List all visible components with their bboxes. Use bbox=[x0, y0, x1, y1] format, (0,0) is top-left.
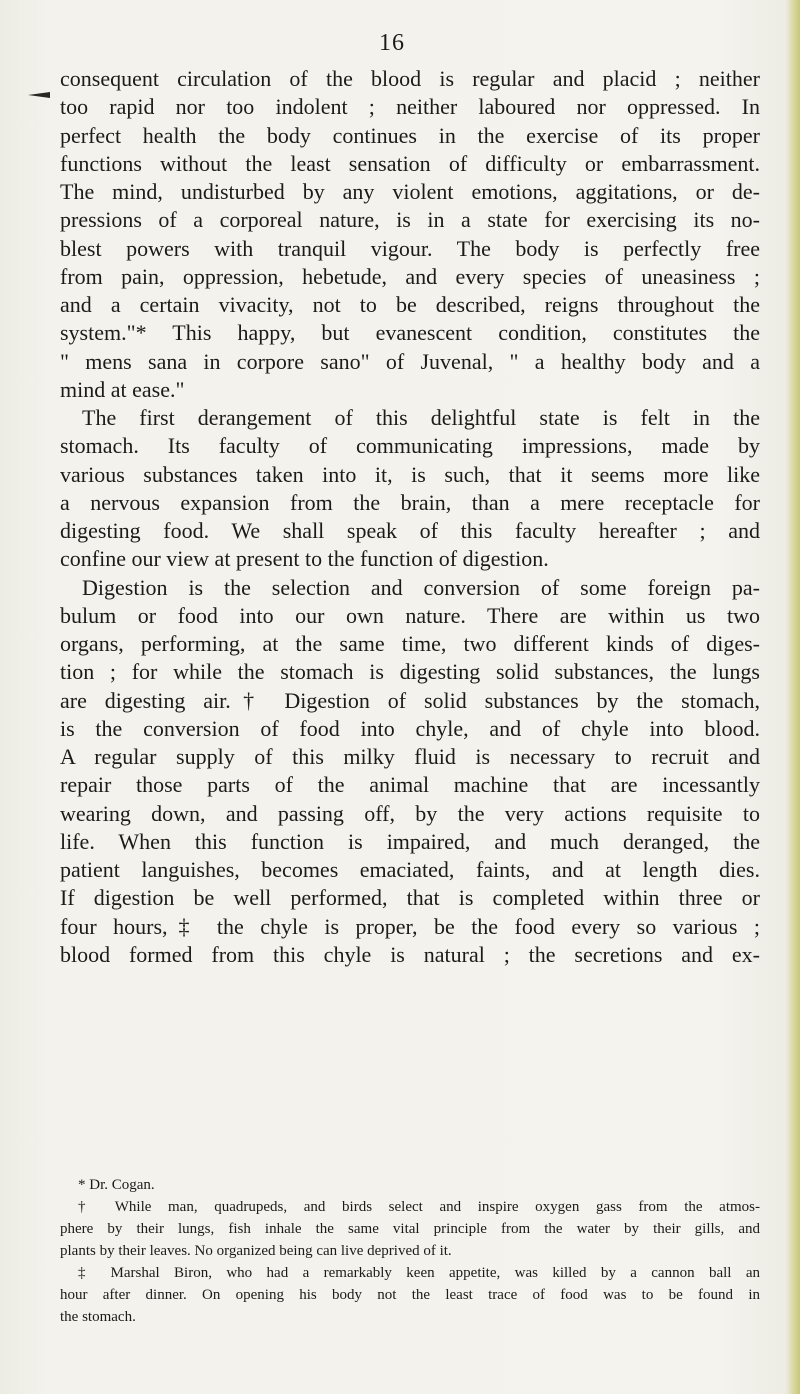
footnote-line: the stomach. bbox=[60, 1309, 136, 1325]
text-line: various substances taken into it, is such, that it seems more like bbox=[60, 461, 760, 487]
text-line: organs, performing, at the same time, two different kinds of diges- bbox=[60, 631, 760, 656]
text-line: A regular supply of this milky fluid is necessary to recruit and bbox=[60, 744, 760, 769]
text-line: The mind, undisturbed by any violent emotions, aggitations, or de- bbox=[60, 179, 760, 204]
footnote-line: phere by their lungs, fish inhale the same vital principle from the water by their gills, and bbox=[60, 1221, 760, 1237]
footnotes bbox=[60, 1174, 760, 1328]
footnote-line: † While man, quadrupeds, and birds select and inspire oxygen gass from the atmos- bbox=[78, 1199, 760, 1215]
text-line: bulum or food into our own nature. There are within us two bbox=[60, 602, 760, 628]
text-line: perfect health the body continues in the exercise of its proper bbox=[60, 122, 760, 148]
text-line: repair those parts of the animal machine that are incessantly bbox=[60, 772, 760, 798]
page-number: 16 bbox=[379, 30, 405, 56]
text-line: pressions of a corporeal nature, is in a state for exercising its no- bbox=[60, 207, 760, 233]
text-line: The first derangement of this delightful state is felt in the bbox=[82, 405, 760, 430]
text-line: stomach. Its faculty of communicating impressions, made by bbox=[60, 433, 760, 459]
text-line: too rapid nor too indolent ; neither laboured nor oppressed. In bbox=[60, 94, 760, 120]
text-line: wearing down, and passing off, by the very actions requisite to bbox=[60, 800, 760, 826]
footnote-line: * Dr. Cogan. bbox=[78, 1177, 155, 1193]
text-line: tion ; for while the stomach is digesting solid substances, the lungs bbox=[60, 659, 760, 685]
text-line: digesting food. We shall speak of this faculty hereafter ; and bbox=[60, 518, 760, 543]
text-line: system."* This happy, but evanescent condition, constitutes the bbox=[60, 320, 760, 346]
text-line: a nervous expansion from the brain, than a mere receptacle for bbox=[60, 489, 760, 515]
text-line: " mens sana in corpore sano" of Juvenal, " a healthy body and a bbox=[60, 348, 760, 374]
footnote-line: hour after dinner. On opening his body not the least trace of food was to be found in bbox=[60, 1287, 760, 1303]
text-line: life. When this function is impaired, and much deranged, the bbox=[60, 828, 760, 854]
text-line: mind at ease." bbox=[60, 376, 185, 402]
margin-arrow-mark bbox=[28, 92, 50, 98]
text-line: Digestion is the selection and conversion of some foreign pa- bbox=[82, 574, 760, 600]
text-line: is the conversion of food into chyle, and of chyle into blood. bbox=[60, 715, 760, 741]
text-line: consequent circulation of the blood is regular and placid ; neither bbox=[60, 66, 760, 91]
text-line: and a certain vivacity, not to be described, reigns throughout the bbox=[60, 292, 760, 317]
body-text bbox=[60, 65, 760, 969]
text-line: confine our view at present to the function of digestion. bbox=[60, 546, 549, 572]
footnote-line: ‡ Marshal Biron, who had a remarkably keen appetite, was killed by a cannon ball an bbox=[78, 1265, 760, 1281]
text-line: from pain, oppression, hebetude, and every species of uneasiness ; bbox=[60, 263, 760, 289]
text-line: functions without the least sensation of difficulty or embarrassment. bbox=[60, 150, 760, 176]
footnote-line: plants by their leaves. No organized being can live deprived of it. bbox=[60, 1243, 452, 1259]
text-line: are digesting air.† Digestion of solid substances by the stomach, bbox=[60, 687, 760, 713]
text-line: If digestion be well performed, that is completed within three or bbox=[60, 885, 760, 911]
page-edge bbox=[786, 0, 800, 1394]
text-line: four hours,‡ the chyle is proper, be the food every so various ; bbox=[60, 913, 760, 939]
text-line: blest powers with tranquil vigour. The body is perfectly free bbox=[60, 235, 760, 261]
text-line: patient languishes, becomes emaciated, faints, and at length dies. bbox=[60, 857, 760, 882]
text-line: blood formed from this chyle is natural ; the secretions and ex- bbox=[60, 941, 760, 967]
